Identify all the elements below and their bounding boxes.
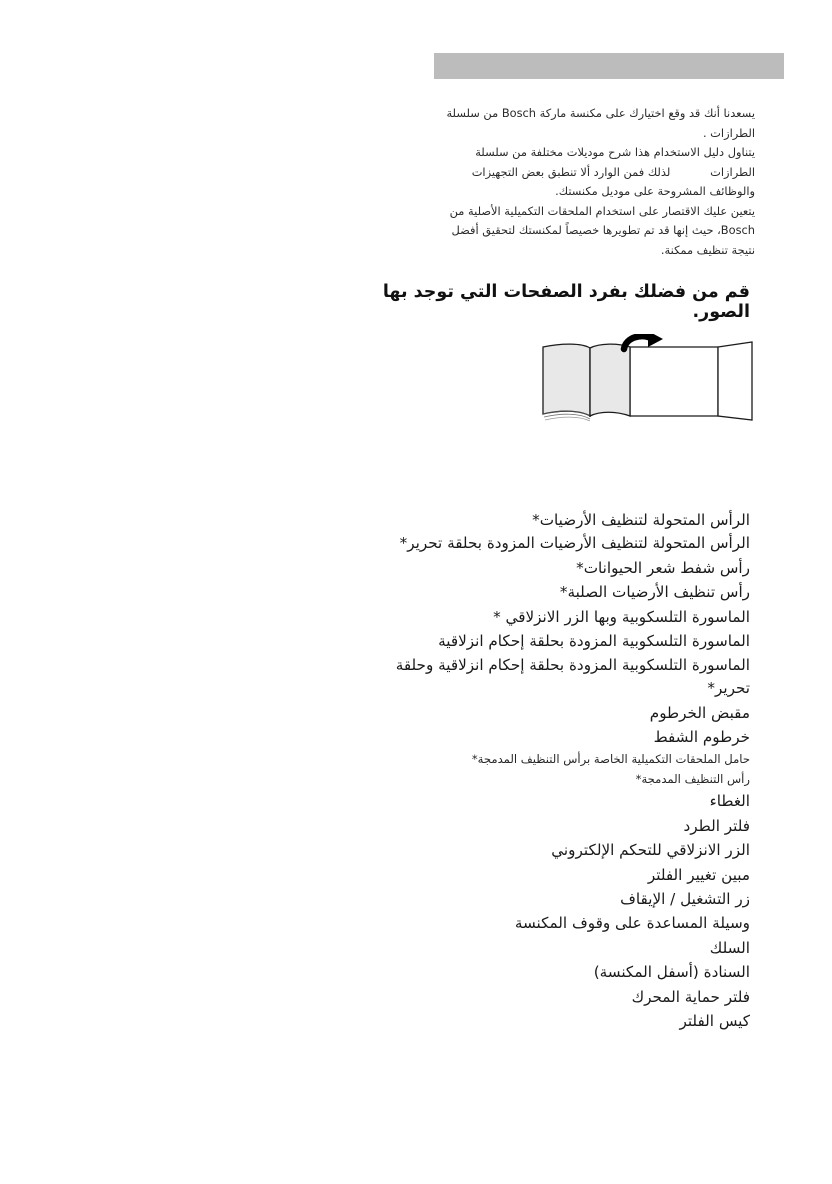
parts-list [350, 508, 750, 1033]
parts-list-item: الماسورة التلسكوبية المزودة بحلقة إحكام انزلاقية [438, 632, 750, 651]
intro-line: الطرازات لذلك فمن الوارد ألا تنطبق بعض التجهيزات [471, 164, 755, 179]
header-band [434, 53, 784, 79]
book-page-edge-line [545, 417, 590, 421]
parts-list-item: حامل الملحقات التكميلية الخاصة برأس التنظيف المدمجة* [471, 752, 750, 767]
book-panel-right-inner [630, 347, 718, 416]
parts-list-item: كيس الفلتر [679, 1012, 750, 1030]
parts-list-item: فلتر الطرد [683, 816, 750, 835]
intro-line: يتناول دليل الاستخدام هذا شرح موديلات مختلفة من سلسلة [475, 145, 755, 159]
parts-list-item: مبين تغيير الفلتر [647, 865, 750, 884]
parts-list-item: رأس التنظيف المدمجة* [635, 772, 750, 787]
parts-list-item: السلك [709, 938, 750, 957]
book-page-left [543, 344, 590, 416]
intro-paragraph [425, 104, 755, 260]
parts-list-item: الماسورة التلسكوبية المزودة بحلقة إحكام انزلاقية وحلقة تحرير* [390, 655, 750, 698]
fold-out-pages-book-illustration [520, 334, 790, 456]
intro-line: Bosch، حيث إنها قد تم تطويرها خصيصاً لمكنستك لتحقيق أفضل [451, 223, 755, 237]
parts-list-item: الغطاء [709, 792, 750, 811]
intro-line: يتعين عليك الاقتصار على استخدام الملحقات التكميلية الأصلية من [449, 203, 755, 218]
parts-list-item: السنادة (أسفل المكنسة) [593, 963, 750, 982]
parts-list-item: الرأس المتحولة لتنظيف الأرضيات المزودة بحلقة تحرير* [399, 534, 750, 553]
parts-list-item: الرأس المتحولة لتنظيف الأرضيات* [532, 511, 750, 529]
book-page-right [590, 344, 630, 416]
parts-list-item: مقبض الخرطوم [649, 703, 750, 722]
intro-line: نتيجة تنظيف ممكنة. [660, 242, 755, 257]
intro-line: والوظائف المشروحة على موديل مكنستك. [555, 184, 755, 198]
parts-list-item: خرطوم الشفط [653, 727, 750, 746]
fold-out-heading: قم من فضلك بفرد الصفحات التي توجد بها الصور. [382, 282, 750, 322]
parts-list-item: رأس شفط شعر الحيوانات* [576, 558, 750, 577]
book-panel-right-outer [718, 342, 752, 420]
parts-list-item: فلتر حماية المحرك [631, 987, 750, 1006]
parts-list-item: وسيلة المساعدة على وقوف المكنسة [514, 914, 750, 933]
parts-list-item: الماسورة التلسكوبية وبها الزر الانزلاقي * [493, 607, 750, 626]
parts-list-item: زر التشغيل / الإيقاف [620, 889, 750, 908]
intro-line: الطرازات . [702, 125, 755, 140]
parts-list-item: رأس تنظيف الأرضيات الصلبة* [559, 583, 750, 602]
parts-list-item: الزر الانزلاقي للتحكم الإلكتروني [551, 841, 750, 860]
intro-line: يسعدنا أنك قد وقع اختيارك على مكنسة ماركة Bosch من سلسلة [446, 106, 755, 120]
